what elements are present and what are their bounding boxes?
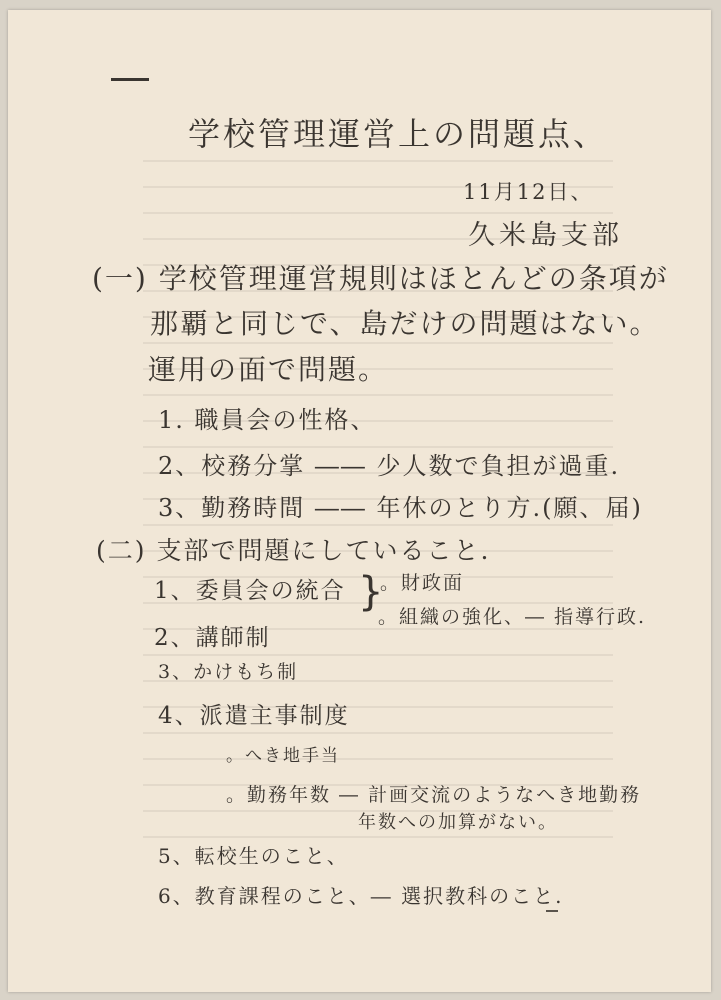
document-date: 11月12日、 [463,180,594,204]
section1-item-2: 2、校務分掌 ―― 少人数で負担が過重. [158,452,621,480]
section2-item-3: 3、かけもち制 [158,661,299,683]
curly-brace: } [358,569,384,615]
document-title: 学校管理運営上の問題点、 [188,115,609,153]
brace-note-1: 。財政面 [380,572,465,594]
section2-item-1: 1、委員会の統合 [154,578,346,604]
corner-dash [111,78,149,81]
branch-name: 久米島支部 [468,220,623,251]
section2-item-5: 5、転校生のこと、 [158,844,349,868]
item4-note-1: 。へき地手当 [226,746,340,766]
section2-item-2: 2、講師制 [154,625,271,651]
section2-item-6: 6、教育課程のこと、― 選択教科のこと. [158,884,564,908]
document-page [8,10,711,992]
brace-note-2: 。組織の強化、― 指導行政. [378,606,647,628]
section2-item-4: 4、派遣主事制度 [158,703,350,729]
item4-note-2a: 。勤務年数 ― 計画交流のようなへき地勤務 [226,784,642,806]
section1-line-a: (一) 学校管理運営規則はほとんどの条項が [92,262,669,295]
ink-mark [546,910,558,912]
section1-item-3: 3、勤務時間 ―― 年休のとり方.(願、届) [158,494,643,522]
section2-heading: (二) 支部で問題にしていること. [96,536,491,565]
item4-note-2b: 年数への加算がない。 [358,812,558,833]
section1-line-b: 那覇と同じで、島だけの問題はない。 [150,307,660,340]
section1-item-1: 1. 職員会の性格、 [158,406,377,434]
section1-line-c: 運用の面で問題。 [148,353,389,386]
